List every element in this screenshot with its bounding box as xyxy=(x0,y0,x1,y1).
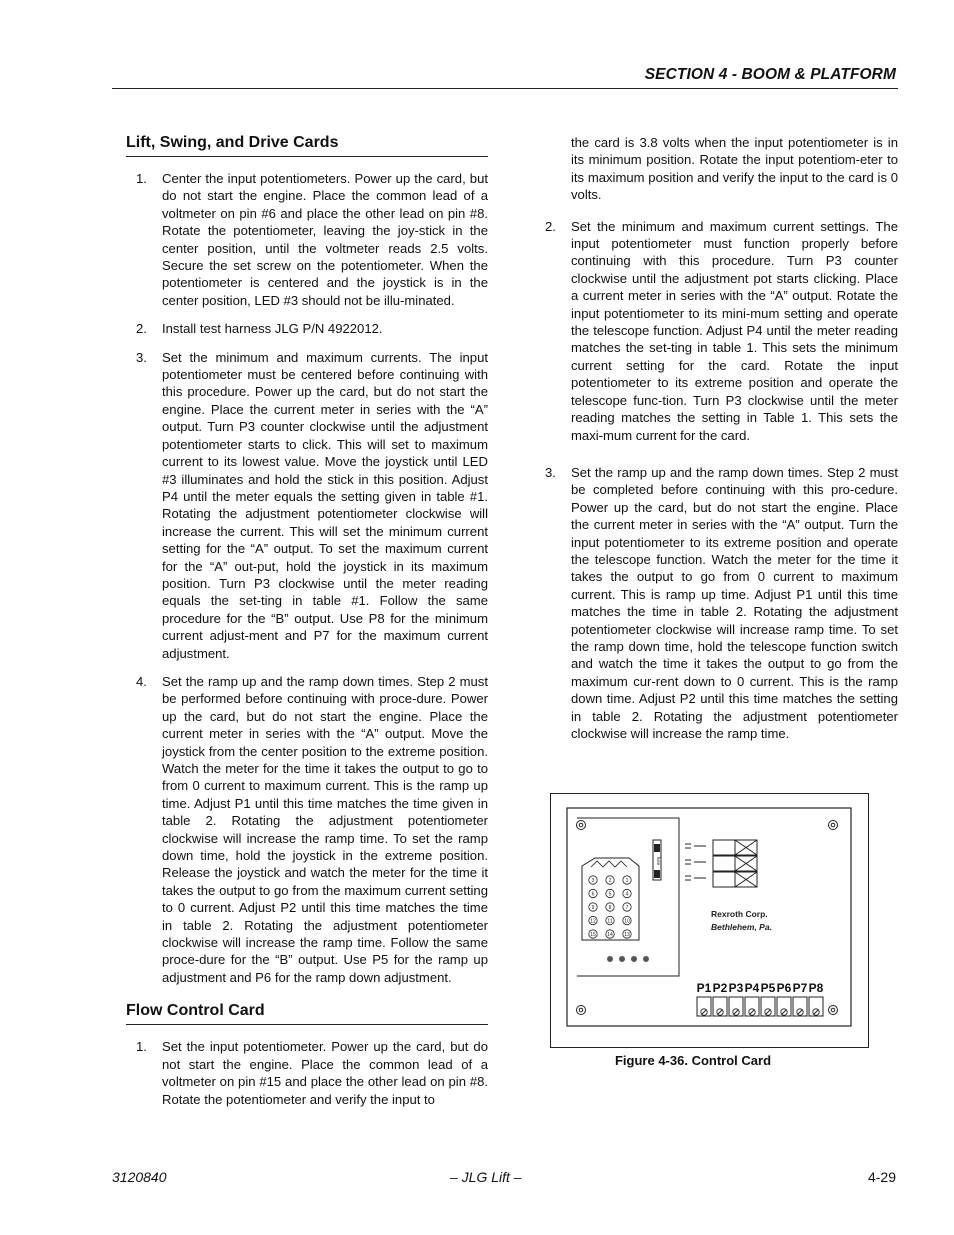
pin-number: 14 xyxy=(607,931,613,938)
pot-label: P2 xyxy=(712,981,728,995)
control-card-figure xyxy=(550,793,869,1048)
potentiometer xyxy=(793,981,808,1016)
continued-paragraph: the card is 3.8 volts when the input potentiometer is in its minimum position. Rotate the input potentiom-eter to its maximum position and verify the input to the card is 0 volts. xyxy=(571,135,898,203)
list-item-text: Center the input potentiometers. Power up the card, but do not start the engine. Place the common lead of a voltmeter on pin #6 and place the other lead on pin #8. Rotate the potentiometer, leaving the joy-stick in the center position, until the voltmeter reads 2.5 volts. Secure the set screw on the potentiometer. When the potentiometer is centered and the joystick is in the center position, LED #3 should not be illu-minated. xyxy=(162,171,488,308)
list-item xyxy=(545,464,898,743)
connector-pin xyxy=(606,903,614,911)
list-item-number: 2. xyxy=(545,218,556,234)
potentiometer xyxy=(729,981,744,1016)
pin-number: 15 xyxy=(590,931,596,938)
connector-pin xyxy=(623,889,631,897)
list-item-text: Set the minimum and maximum currents. The input potentiometer must be centered before continuing with this procedure. Power up the card, but do not start the engine. Place the current meter in series with the “A” output. Turn P3 counter clockwise until the adjustment potentiometer starts to click. This will set to maximum current to its lowest value. Move the joystick until LED #3 illuminates and hold the stick in this position. Adjust P4 until the meter equals the setting given in table #1. Rotating the adjustment potentiometer clockwise will increase the current. This will set the minimum current setting for the “A” output. To set the maximum current for the “A” out-put, hold the joystick in its maximum position. Turn P3 clockwise until the meter reading equals the set-ting in table #1. Follow the same procedure for the “B” output. Use P8 for the minimum current adjust-ment and P7 for the maximum current adjustment. xyxy=(162,349,488,661)
connector-pin xyxy=(623,903,631,911)
pin-number: 12 xyxy=(590,918,596,925)
list-item-text: Set the minimum and maximum current settings. The input potentiometer must function properly before continuing with this procedure. Turn P3 counter clockwise until the adjustment pot starts clicking. Place a current meter in series with the “A” output. Rotate the input potentiometer to its mini-mum setting and operate the telescope function. Adjust P4 until the meter reading matches the set-ting in table 1. This sets the minimum current setting for the card. Rotate the input potentiometer to its extreme position and operate the telescope func-tion. Turn P3 clockwise until the meter reading matches the setting in Table 1. This sets the maxi-mum current for the card. xyxy=(571,218,898,443)
list-item-text: Set the ramp up and the ramp down times. Step 2 must be completed before continuing with this pro-cedure. Power up the card, but do not start the engine. Place the current meter in series with the “A” output. Turn the input potentiometer to its extreme position and operate the telescope function. Watch the meter for the time it takes the output to go from 0 current to maximum current. This is ramp up time. Adjust P1 until this time matches the time in table 2. Rotating the adjustment potentiometer clockwise will increase ramp time. To set the ramp down time, hold the telescope function switch and watch the time it takes the output to go from the maximum cur-rent down to 0 current. This is the ramp down time. Adjust P2 until this time matches the setting in table 2. Rotating the adjustment potentiometer clockwise will increase the ramp time. xyxy=(571,464,898,741)
potentiometer xyxy=(809,981,824,1016)
connector-pin xyxy=(589,876,597,884)
connector-pin xyxy=(606,930,614,938)
pot-label: P3 xyxy=(728,981,744,995)
pot-label: P1 xyxy=(696,981,712,995)
list-item-number: 2. xyxy=(136,321,147,337)
list-item-number: 3. xyxy=(136,349,147,365)
fuse-label: fuse xyxy=(656,856,661,866)
list-item xyxy=(126,673,488,986)
pot-label: P8 xyxy=(808,981,824,995)
potentiometer xyxy=(697,981,712,1016)
pin-number: 1 xyxy=(625,877,629,884)
maker-line-2: Bethlehem, Pa. xyxy=(711,922,772,932)
page-header-title: SECTION 4 - BOOM & PLATFORM xyxy=(644,66,896,83)
footer-center-text: – JLG Lift – xyxy=(450,1169,522,1185)
list-item xyxy=(126,1038,488,1108)
potentiometer xyxy=(713,981,728,1016)
pin-number: 9 xyxy=(591,904,595,911)
page-number: 4-29 xyxy=(867,1169,896,1185)
pin-number: 4 xyxy=(625,891,629,898)
list-item xyxy=(545,218,898,444)
pot-label: P6 xyxy=(776,981,792,995)
pot-label: P5 xyxy=(760,981,776,995)
list-item xyxy=(126,320,488,337)
list-item-number: 3. xyxy=(545,464,556,480)
connector-pin xyxy=(589,930,597,938)
connector-pin xyxy=(623,876,631,884)
connector-pin xyxy=(623,916,631,924)
connector-pin xyxy=(589,916,597,924)
connector-pin xyxy=(589,889,597,897)
pin-number: 5 xyxy=(608,891,612,898)
list-item-number: 4. xyxy=(136,673,147,689)
list-item-number: 1. xyxy=(136,1039,147,1055)
doc-number: 3120840 xyxy=(112,1169,167,1185)
list-item-number: 1. xyxy=(136,171,147,186)
potentiometer xyxy=(777,981,792,1016)
connector-pin xyxy=(606,916,614,924)
figure-caption: Figure 4-36. Control Card xyxy=(614,1053,772,1068)
potentiometer xyxy=(745,981,760,1016)
list-item-text: Set the input potentiometer. Power up the card, but do not start the engine. Place the common lead of a voltmeter on pin #15 and place the other lead on pin #8. Rotate the potentiometer and verify the input to xyxy=(162,1039,488,1107)
pin-number: 6 xyxy=(591,891,595,898)
connector-pin xyxy=(606,889,614,897)
right-column xyxy=(545,134,898,756)
pin-number: 8 xyxy=(608,904,612,911)
list-item xyxy=(126,349,488,662)
pin-number: 7 xyxy=(625,904,629,911)
pin-number: 11 xyxy=(607,918,613,925)
connector-pin xyxy=(606,876,614,884)
control-card-drawing xyxy=(551,794,868,1047)
list-item-text: Set the ramp up and the ramp down times. Step 2 must be performed before continuing with proce-dure. Power up the card, but do not start the engine. Place the current meter in series with the “A” output. Move the joystick from the center position to the extreme position. Watch the meter for the time it takes the output to go to from 0 current to maximum current. This is the ramp up time. Adjust P1 until this time matches the time given in table 2. Rotating the adjustment potentiometer clockwise will increase the ramp time. To set the ramp down time, hold the joystick in the extreme position. Release the joystick and watch the meter for the time it takes the output to go from the maximum current setting to 0 current. Adjust P2 until this time matches the time in table 2. Rotating the adjustment potentiometer clockwise will increase the ramp time. Follow the same proce-dure for the “B” output. Use P5 for the ramp up adjustment and P6 for the ramp down adjustment. xyxy=(162,673,488,985)
flow-control-heading: Flow Control Card xyxy=(126,1002,488,1025)
connector-pin xyxy=(589,903,597,911)
header-rule xyxy=(112,88,898,89)
connector-pin xyxy=(623,930,631,938)
pot-label: P7 xyxy=(792,981,808,995)
potentiometer xyxy=(761,981,776,1016)
left-column xyxy=(126,134,488,1119)
pin-number: 2 xyxy=(608,877,612,884)
lift-cards-heading: Lift, Swing, and Drive Cards xyxy=(126,134,488,157)
maker-line-1: Rexroth Corp. xyxy=(711,909,768,919)
pin-number: 3 xyxy=(591,877,595,884)
pot-label: P4 xyxy=(744,981,760,995)
list-item xyxy=(126,170,488,309)
list-item-text: Install test harness JLG P/N 4922012. xyxy=(162,321,383,337)
pin-number: 13 xyxy=(624,931,630,938)
pin-number: 10 xyxy=(624,918,630,925)
